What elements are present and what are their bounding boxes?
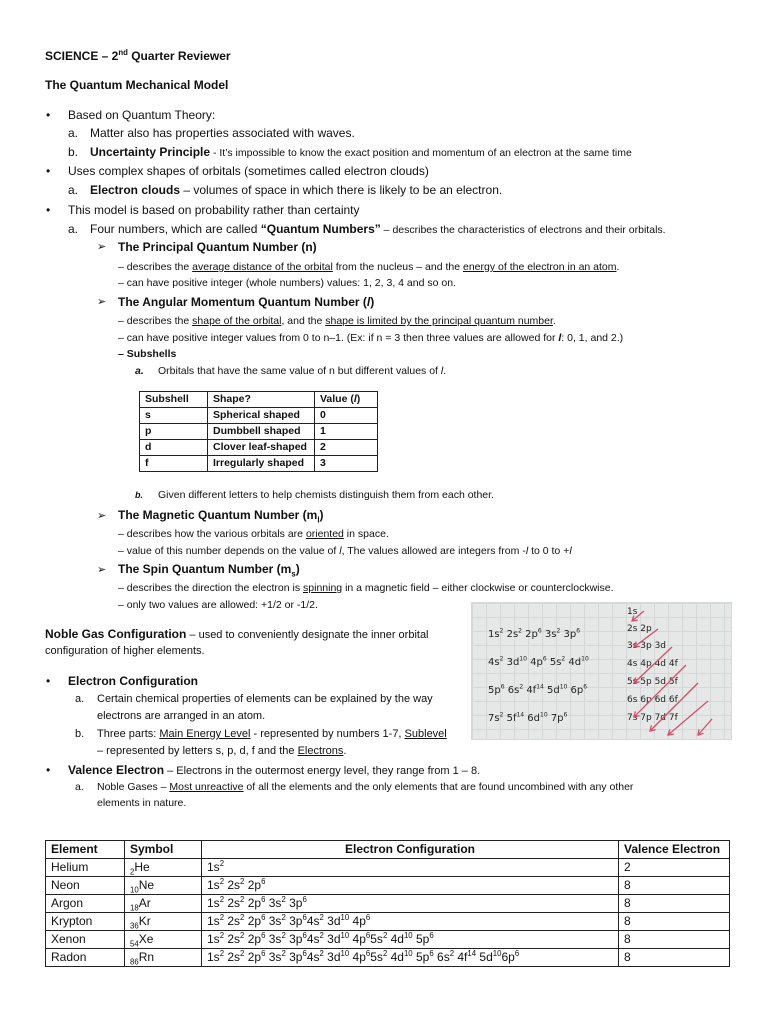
element-name: Neon <box>46 877 125 895</box>
orbital-label: 1s <box>207 950 220 965</box>
list-marker: b. <box>68 145 79 159</box>
electron-config-b-line-1: Three parts: Main Energy Level - represented by numbers 1-7, Sublevel <box>97 728 447 740</box>
list-marker: a. <box>68 222 79 236</box>
electron-count: 10 <box>403 931 413 941</box>
subshell-table <box>139 391 378 472</box>
section-title-qm-model: The Quantum Mechanical Model <box>45 78 229 92</box>
orbital-label: 3p <box>285 914 303 929</box>
valence-electron-count: 8 <box>619 931 730 949</box>
orbital-label: 6s <box>433 950 450 965</box>
electron-count: 2 <box>449 949 455 959</box>
element-symbol: $_{18}$Ar <box>125 895 202 913</box>
table-header-row <box>140 392 378 408</box>
diagram-row-3: 3s 3p 3d <box>627 641 667 651</box>
element-symbol: $_{10}$Ne <box>125 877 202 895</box>
table-header-row <box>46 841 730 859</box>
diagonal-arrow <box>634 665 686 717</box>
diagram-row-4: 4s 4p 4d 4f <box>627 659 678 669</box>
electron-count: 6 <box>261 931 266 941</box>
orbital-label: 1s <box>207 932 220 947</box>
bullet-quantum-theory: Based on Quantum Theory: <box>68 108 216 122</box>
spin-line-2: – only two values are allowed: +1/2 or -1/2. <box>118 599 318 611</box>
orbital-label: 3d <box>323 950 341 965</box>
electron-config-a-line-1: Certain chemical properties of elements can be explained by the way <box>97 693 433 705</box>
electron-count: 2 <box>240 913 245 923</box>
electron-count: 2 <box>219 895 225 905</box>
electron-count: 10 <box>492 949 502 959</box>
handwritten-config-row-4: $7s^2$ $5f^{14}$ $6d^{10}$ $7p^6$ <box>488 711 568 724</box>
orbital-label: 3p <box>285 950 303 965</box>
angular-line-1: – describes the shape of the orbital, and the shape is limited by the principal quantum number. <box>118 315 556 327</box>
orbital-label: 6p <box>501 950 515 965</box>
orbital-label: 5p <box>412 950 430 965</box>
orbital-label: 5p <box>412 932 430 947</box>
table-row <box>140 456 378 472</box>
noble-gas-configuration-line-2: configuration of higher elements. <box>45 645 205 657</box>
document-title: SCIENCE – 2nd Quarter Reviewer <box>45 48 231 63</box>
table-cell: p <box>140 424 208 440</box>
electron-count: 2 <box>281 913 286 923</box>
bullet-marker: • <box>46 164 51 178</box>
electron-count: 6 <box>261 895 266 905</box>
electron-count: 2 <box>281 949 286 959</box>
orbital-label: 4s <box>306 932 320 947</box>
table-cell: 0 <box>315 408 378 424</box>
table-cell: f <box>140 456 208 472</box>
orbital-label: 3s <box>265 896 282 911</box>
table-row <box>46 895 730 913</box>
electron-count: 6 <box>429 949 434 959</box>
orbital-label: 2p <box>244 932 262 947</box>
handwritten-config-row-1: $1s^2$ $2s^2$ $2p^6$ $3s^2$ $3p^6$ <box>488 627 581 640</box>
orbital-label: 4d <box>387 932 404 947</box>
handwritten-config-row-3: $5p^6$ $6s^2$ $4f^{14}$ $5d^{10}$ $6p^6$ <box>488 683 588 696</box>
magnetic-line-2: – value of this number depends on the value of l, The values allowed are integers from -l to 0 to +l <box>118 545 572 557</box>
electron-count: 2 <box>319 931 324 941</box>
element-name: Xenon <box>46 931 125 949</box>
list-item-waves: Matter also has properties associated with waves. <box>90 126 355 140</box>
bullet-marker: • <box>46 763 51 777</box>
column-header: Electron Configuration <box>202 841 619 859</box>
spin-line-1: – describes the direction the electron is spinning in a magnetic field – either clockwise or counterclockwise. <box>118 582 614 594</box>
orbital-label: 2p <box>244 878 262 893</box>
list-marker: a. <box>68 183 79 197</box>
valence-electron-count: 8 <box>619 913 730 931</box>
orbital-label: 2p <box>244 914 262 929</box>
electron-config-b-line-2: – represented by letters s, p, d, f and the Electrons. <box>97 745 347 757</box>
list-item-electron-clouds: Electron clouds – volumes of space in which there is likely to be an electron. <box>90 183 503 197</box>
electron-count: 14 <box>467 949 477 959</box>
element-name: Krypton <box>46 913 125 931</box>
aufbau-diagram-image <box>471 602 732 740</box>
valence-note-line-2: elements in nature. <box>97 797 187 809</box>
diagram-row-2: 2s 2p <box>627 624 652 634</box>
list-marker: b. <box>135 490 143 500</box>
bullet-orbital-shapes: Uses complex shapes of orbitals (sometimes called electron clouds) <box>68 164 429 178</box>
orbital-label: 3p <box>285 896 303 911</box>
orbital-label: 1s <box>207 914 220 929</box>
table-cell: Irregularly shaped <box>208 456 315 472</box>
subshell-note-b: Given different letters to help chemists distinguish them from each other. <box>158 489 494 501</box>
list-marker: a. <box>68 126 79 140</box>
element-symbol: $_{54}$Xe <box>125 931 202 949</box>
diagonal-arrow <box>634 647 672 683</box>
electron-configuration <box>202 949 619 967</box>
table-cell: Spherical shaped <box>208 408 315 424</box>
arrow-bullet-icon: ➢ <box>97 564 107 576</box>
electron-count: 6 <box>365 949 371 959</box>
bullet-marker: • <box>46 674 51 688</box>
valence-note-line-1: Noble Gases – Most unreactive of all the elements and the only elements that are found uncombined with any other <box>97 781 634 793</box>
list-marker: a. <box>135 365 144 377</box>
electron-count: 2 <box>219 877 225 887</box>
valence-electron-count: 8 <box>619 877 730 895</box>
electron-configuration <box>202 877 619 895</box>
arrow-bullet-icon: ➢ <box>97 510 107 522</box>
orbital-label: 3s <box>265 932 282 947</box>
valence-electron-count: 8 <box>619 895 730 913</box>
table-row <box>46 859 730 877</box>
diagram-row-5: 5s 5p 5d 5f <box>627 677 678 687</box>
diagram-row-7: 7s 7p 7d 7f <box>627 713 678 723</box>
element-symbol: $_2$He <box>125 859 202 877</box>
electron-count: 2 <box>240 949 245 959</box>
element-symbol: $_{36}$Kr <box>125 913 202 931</box>
list-item-uncertainty: Uncertainty Principle - It’s impossible to know the exact position and momentum of an electron at the same time <box>90 145 632 159</box>
table-cell: 3 <box>315 456 378 472</box>
orbital-label: 4f <box>454 950 468 965</box>
element-name: Radon <box>46 949 125 967</box>
diagram-row-6: 6s 6p 6d 6f <box>627 695 678 705</box>
list-marker: a. <box>75 781 84 793</box>
table-cell: d <box>140 440 208 456</box>
electron-configuration <box>202 931 619 949</box>
electron-count: 6 <box>365 913 371 923</box>
electron-configuration <box>202 913 619 931</box>
column-header: Element <box>46 841 125 859</box>
table-row <box>140 440 378 456</box>
table-cell: Clover leaf-shaped <box>208 440 315 456</box>
orbital-label: 4p <box>349 914 366 929</box>
valence-electron-definition: Valence Electron – Electrons in the outermost energy level, they range from 1 – 8. <box>68 763 481 777</box>
electron-count: 6 <box>302 913 307 923</box>
table-row <box>46 949 730 967</box>
table-row <box>46 913 730 931</box>
table-row <box>140 408 378 424</box>
electron-count: 2 <box>382 949 388 959</box>
electron-count: 6 <box>302 949 307 959</box>
table-row <box>140 424 378 440</box>
handwritten-config-row-2: $4s^2$ $3d^{10}$ $4p^6$ $5s^2$ $4d^{10}$ <box>488 655 589 668</box>
column-header: Valence Electron <box>619 841 730 859</box>
arrow-bullet-icon: ➢ <box>97 296 107 308</box>
column-header: Subshell <box>140 392 208 408</box>
element-name: Argon <box>46 895 125 913</box>
orbital-label: 5s <box>370 950 383 965</box>
electron-count: 6 <box>365 931 371 941</box>
orbital-label: 2p <box>244 950 262 965</box>
orbital-label: 3d <box>323 932 341 947</box>
heading-spin-quantum-number: The Spin Quantum Number $(m_s)$ <box>118 562 300 579</box>
orbital-label: 2s <box>224 914 241 929</box>
electron-count: 6 <box>302 895 307 905</box>
electron-config-a-line-2: electrons are arranged in an atom. <box>97 710 266 722</box>
diagonal-arrow <box>650 683 698 731</box>
column-header: Symbol <box>125 841 202 859</box>
diagram-row-1: 1s <box>627 607 638 617</box>
electron-configuration <box>202 895 619 913</box>
electron-count: 6 <box>261 913 266 923</box>
magnetic-line-1: – describes how the various orbitals are oriented in space. <box>118 528 389 540</box>
electron-count: 2 <box>319 949 324 959</box>
table-cell: Dumbbell shaped <box>208 424 315 440</box>
valence-electron-count: 8 <box>619 949 730 967</box>
electron-count: 6 <box>429 931 434 941</box>
orbital-label: 4p <box>349 950 366 965</box>
principal-line-1: – describes the average distance of the orbital from the nucleus – and the energy of the electron in an atom. <box>118 261 620 273</box>
orbital-label: 1s <box>207 896 220 911</box>
electron-count: 6 <box>261 949 266 959</box>
electron-configuration-table <box>45 840 730 967</box>
diagonal-arrow <box>698 719 712 735</box>
orbital-label: 5d <box>476 950 493 965</box>
list-marker: a. <box>75 693 85 705</box>
electron-count: 2 <box>281 931 286 941</box>
heading-electron-configuration: Electron Configuration <box>68 674 198 688</box>
orbital-label: 2s <box>224 950 241 965</box>
orbital-label: 2s <box>224 878 241 893</box>
orbital-label: 4s <box>306 914 320 929</box>
column-header: Shape? <box>208 392 315 408</box>
bullet-probability: This model is based on probability rather than certainty <box>68 203 360 217</box>
arrow-bullet-icon: ➢ <box>97 241 107 253</box>
column-header: Value (l) <box>315 392 378 408</box>
electron-count: 2 <box>219 913 225 923</box>
orbital-label: 4s <box>306 950 320 965</box>
table-cell: s <box>140 408 208 424</box>
electron-count: 10 <box>340 931 350 941</box>
bullet-marker: • <box>46 108 51 122</box>
electron-count: 2 <box>382 931 388 941</box>
electron-count: 6 <box>514 949 520 959</box>
subshell-note-a: Orbitals that have the same value of n but different values of l. <box>158 365 447 377</box>
electron-count: 2 <box>240 931 245 941</box>
electron-count: 2 <box>319 913 324 923</box>
orbital-label: 3p <box>285 932 303 947</box>
electron-count: 6 <box>302 931 307 941</box>
electron-count: 10 <box>340 913 350 923</box>
angular-line-2: – can have positive integer values from 0 to n–1. (Ex: if n = 3 then three values are allowed for l: 0, 1, and 2.) <box>118 332 624 344</box>
electron-count: 2 <box>240 877 245 887</box>
electron-count: 2 <box>281 895 286 905</box>
diagonal-arrows-icon <box>472 603 731 739</box>
element-symbol: $_{86}$Rn <box>125 949 202 967</box>
orbital-label: 4p <box>349 932 366 947</box>
table-row <box>46 931 730 949</box>
electron-count: 6 <box>261 877 266 887</box>
diagonal-arrow <box>634 629 658 647</box>
orbital-label: 2s <box>224 896 241 911</box>
table-cell: 1 <box>315 424 378 440</box>
valence-electron-count: 2 <box>619 859 730 877</box>
table-cell: 2 <box>315 440 378 456</box>
orbital-label: 2p <box>244 896 262 911</box>
orbital-label: 3s <box>265 914 282 929</box>
noble-gas-configuration: Noble Gas Configuration – used to conveniently designate the inner orbital <box>45 627 429 641</box>
orbital-label: 1s <box>207 878 220 893</box>
electron-count: 10 <box>340 949 350 959</box>
bullet-marker: • <box>46 203 51 217</box>
list-item-quantum-numbers: Four numbers, which are called “Quantum Numbers” – describes the characteristics of electrons and their orbitals. <box>90 222 666 236</box>
orbital-label: 3d <box>323 914 341 929</box>
electron-count: 10 <box>403 949 413 959</box>
heading-angular-quantum-number: The Angular Momentum Quantum Number (l) <box>118 295 375 309</box>
heading-principal-quantum-number: The Principal Quantum Number (n) <box>118 240 317 254</box>
angular-subshells-label: – Subshells <box>118 348 177 360</box>
electron-configuration: $1s^2$ <box>202 859 619 877</box>
table-row <box>46 877 730 895</box>
heading-magnetic-quantum-number: The Magnetic Quantum Number $(m_l)$ <box>118 508 324 525</box>
list-marker: b. <box>75 728 85 740</box>
element-name: Helium <box>46 859 125 877</box>
electron-count: 2 <box>219 949 225 959</box>
orbital-label: 2s <box>224 932 241 947</box>
orbital-label: 4d <box>387 950 404 965</box>
orbital-label: 3s <box>265 950 282 965</box>
electron-count: 2 <box>219 931 225 941</box>
orbital-label: 5s <box>370 932 383 947</box>
electron-count: 2 <box>240 895 245 905</box>
principal-line-2: – can have positive integer (whole numbers) values: 1, 2, 3, 4 and so on. <box>118 277 456 289</box>
